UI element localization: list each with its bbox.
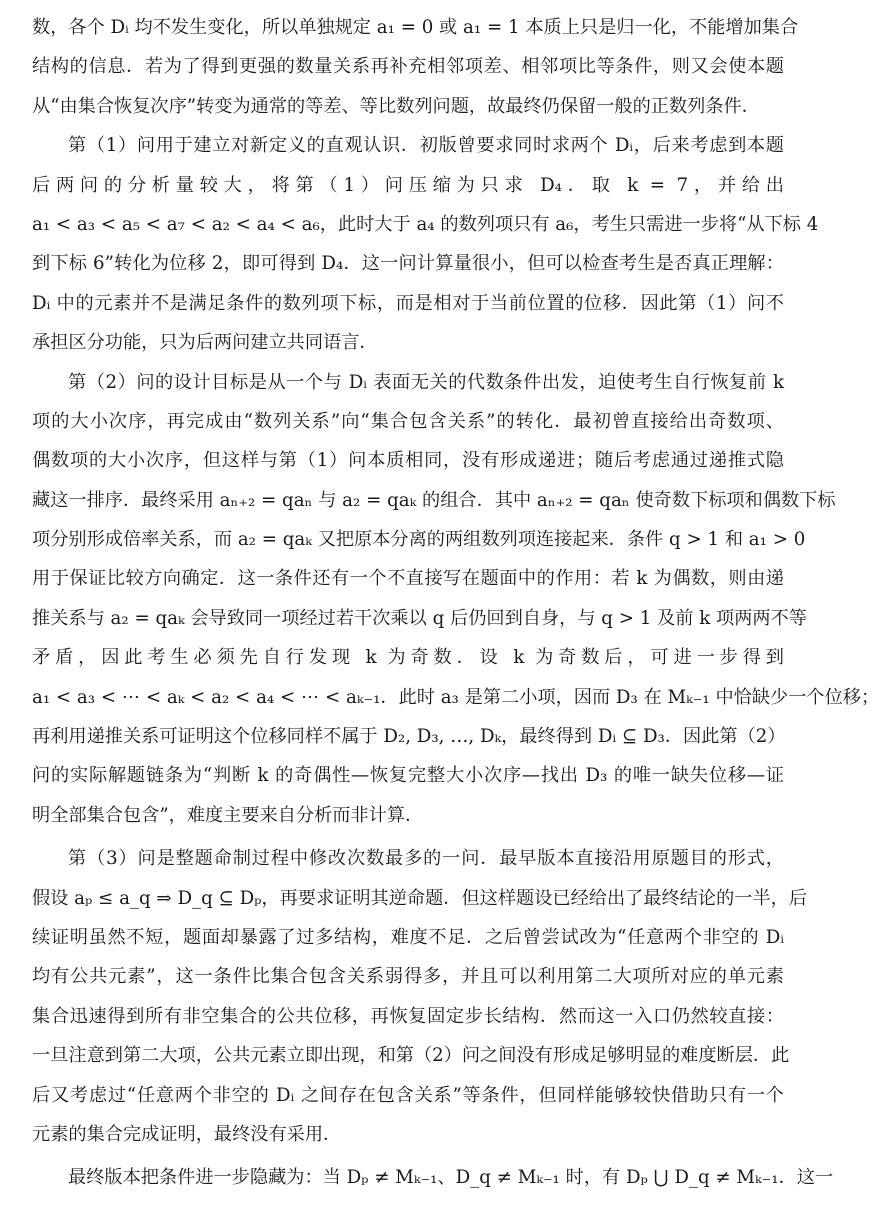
text-line: 矛盾，因此考生必须先自行发现 k 为奇数．设 k 为奇数后，可进一步得到 xyxy=(32,647,784,669)
text-line: 用于保证比较方向确定．这一条件还有一个不直接写在题面中的作用：若 k 为偶数，则由递 xyxy=(32,568,784,590)
text-line: 一旦注意到第二大项，公共元素立即出现，和第（2）问之间没有形成足够明显的难度断层．此 xyxy=(32,1045,790,1067)
text-line: 明全部集合包含”，难度主要来自分析而非计算． xyxy=(32,804,424,826)
text-line: 承担区分功能，只为后两问建立共同语言． xyxy=(32,332,378,354)
text-line: 问的实际解题链条为“判断 k 的奇偶性—恢复完整大小次序—找出 D₃ 的唯一缺失位移—证 xyxy=(32,765,784,787)
text-line: 均有公共元素”，这一条件比集合包含关系弱得多，并且可以利用第二大项所对应的单元素 xyxy=(32,966,784,988)
text-line: 到下标 6”转化为位移 2，即可得到 D₄．这一问计算量很小，但可以检查考生是否真正理解： xyxy=(32,253,784,275)
paragraph-first-line: 第（1）问用于建立对新定义的直观认识．初版曾要求同时求两个 Dᵢ，后来考虑到本题 xyxy=(68,135,784,157)
text-line: 后又考虑过“任意两个非空的 Dᵢ 之间存在包含关系”等条件，但同样能够较快借助只有一个 xyxy=(32,1084,784,1106)
text-line: 项的大小次序，再完成由“数列关系”向“集合包含关系”的转化．最初曾直接给出奇数项、 xyxy=(32,410,784,432)
text-line: 推关系与 a₂ = qaₖ 会导致同一项经过若干次乘以 q 后仍回到自身，与 q > 1 及前 k 项两两不等 xyxy=(32,607,807,629)
text-line: 偶数项的大小次序，但这样与第（1）问本质相同，没有形成递进；随后考虑通过递推式隐 xyxy=(32,450,784,472)
text-line: 再利用递推关系可证明这个位移同样不属于 D₂, D₃, …, Dₖ，最终得到 Dᵢ ⊆ D₃．因此第（2） xyxy=(32,726,786,748)
paragraph-first-line: 第（3）问是整题命制过程中修改次数最多的一问．最早版本直接沿用原题目的形式， xyxy=(68,848,784,870)
text-line: 后两问的分析量较大，将第（1）问压缩为只求 D₄．取 k = 7，并给出 xyxy=(32,174,784,196)
text-line: a₁ < a₃ < a₅ < a₇ < a₂ < a₄ < a₆，此时大于 a₄ 的数列项只有 a₆，考生只需进一步将“从下标 4 xyxy=(32,213,819,235)
text-line: 元素的集合完成证明，最终没有采用． xyxy=(32,1123,342,1145)
text-line: 集合迅速得到所有非空集合的公共位移，再恢复固定步长结构．然而这一入口仍然较直接： xyxy=(32,1005,784,1027)
text-line: 假设 aₚ ≤ a_q ⇒ D_q ⊆ Dₚ，再要求证明其逆命题．但这样题设已经给出了最终结论的一半，后 xyxy=(32,887,808,909)
text-line: Dᵢ 中的元素并不是满足条件的数列项下标，而是相对于当前位置的位移．因此第（1）问不 xyxy=(32,292,784,314)
text-line: a₁ < a₃ < ⋯ < aₖ < a₂ < a₄ < ⋯ < aₖ₋₁．此时 a₃ 是第二小项，因而 D₃ 在 Mₖ₋₁ 中恰缺少一个位移； xyxy=(32,686,879,708)
paragraph-first-line: 最终版本把条件进一步隐藏为：当 Dₚ ≠ Mₖ₋₁、D_q ≠ Mₖ₋₁ 时，有 Dₚ ⋃ D_q ≠ Mₖ₋₁．这一 xyxy=(68,1167,834,1189)
text-line: 数，各个 Dᵢ 均不发生变化，所以单独规定 a₁ = 0 或 a₁ = 1 本质上只是归一化，不能增加集合 xyxy=(32,17,799,38)
text-line: 藏这一排序．最终采用 aₙ₊₂ = qaₙ 与 a₂ = qaₖ 的组合．其中 aₙ₊₂ = qaₙ 使奇数下标项和偶数下标 xyxy=(32,489,836,511)
text-line: 项分别形成倍率关系，而 a₂ = qaₖ 又把原本分离的两组数列项连接起来．条件 q > 1 和 a₁ > 0 xyxy=(32,529,806,551)
text-line: 结构的信息．若为了得到更强的数量关系再补充相邻项差、相邻项比等条件，则又会使本题 xyxy=(32,56,784,78)
paragraph-first-line: 第（2）问的设计目标是从一个与 Dᵢ 表面无关的代数条件出发，迫使考生自行恢复前 k xyxy=(68,371,784,393)
text-line: 从“由集合恢复次序”转变为通常的等差、等比数列问题，故最终仍保留一般的正数列条件． xyxy=(32,95,760,117)
text-line: 续证明虽然不短，题面却暴露了过多结构，难度不足．之后曾尝试改为“任意两个非空的 Dᵢ xyxy=(32,926,784,948)
